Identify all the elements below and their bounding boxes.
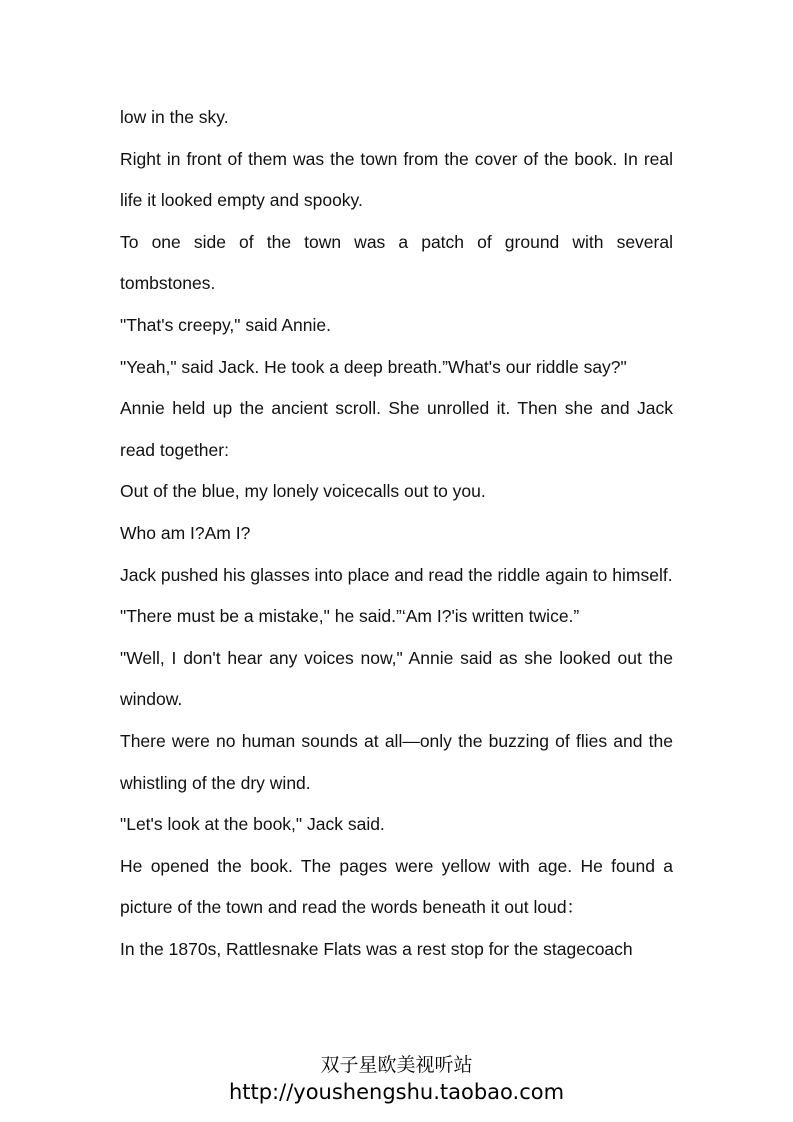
paragraph: "That's creepy," said Annie. (120, 314, 331, 335)
paragraph: "Well, I don't hear any voices now," Annie said as she looked out the window. (120, 647, 673, 710)
paragraph: low in the sky. (120, 107, 229, 127)
paragraph: To one side of the town was a patch of ground with several tombstones. (120, 231, 673, 294)
body-text (120, 97, 673, 970)
paragraph: Annie held up the ancient scroll. She unrolled it. Then she and Jack read together: (120, 398, 673, 460)
footer-url: http://youshengshu.taobao.com (228, 1080, 565, 1104)
paragraph: "Let's look at the book," Jack said. (120, 814, 385, 835)
paragraph: Who am I?Am I? (120, 522, 251, 543)
paragraph: In the 1870s, Rattlesnake Flats was a rest stop for the stagecoach (120, 938, 633, 959)
paragraph: There were no human sounds at all—only the buzzing of flies and the whistling of the dry wind. (120, 730, 673, 793)
paragraph: He opened the book. The pages were yellow with age. He found a picture of the town and read the words beneath it out loud： (120, 855, 673, 918)
paragraph: "There must be a mistake," he said.”‘Am I?'is written twice.” (120, 606, 580, 627)
paragraph: "Yeah," said Jack. He took a deep breath.”What's our riddle say?" (120, 356, 627, 377)
footer-shop-name: 双子星欧美视听站 (320, 1054, 473, 1076)
paragraph: Jack pushed his glasses into place and read the riddle again to himself. (120, 564, 673, 585)
paragraph: Out of the blue, my lonely voicecalls out to you. (120, 481, 486, 502)
paragraph: Right in front of them was the town from the cover of the book. In real life it looked empty and spooky. (120, 148, 673, 211)
